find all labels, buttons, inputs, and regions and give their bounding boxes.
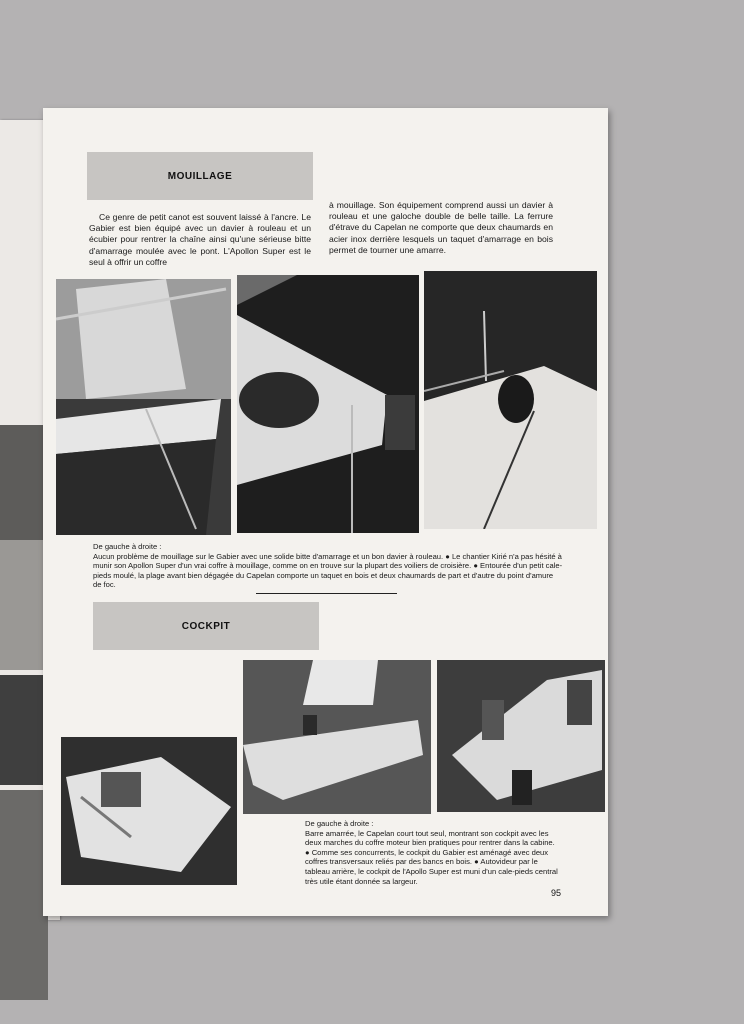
section-title-mouillage: MOUILLAGE	[87, 152, 313, 200]
mouillage-caption	[93, 542, 563, 590]
photo-gabier-cockpit	[61, 737, 237, 885]
caption-heading: De gauche à droite :	[93, 542, 162, 551]
mouillage-column-2: à mouillage. Son équipement comprend aussi un davier à rouleau et une galoche double de belle taille. La ferrure d'étrave du Capelan ne comporte que deux chaumards en acier inox derrière lesquels un taquet d'amarrage en bois permet de tourner une amarre.	[329, 200, 553, 255]
photo-capelan-foredeck	[424, 271, 597, 529]
caption-text: Barre amarrée, le Capelan court tout seul, montrant son cockpit avec les deux marches du coffre moteur bien pratiques pour rentrer dans la cabine. ● Comme ses concurrents, le cockpit du Gabier est aménagé avec deux coffres transversaux reliés par des bancs en bois. ● Autovideur par le tableau arrière, le cockpit de l'Apollo Super est muni d'un cale-pieds central très utile étant donnée sa largeur.	[305, 828, 558, 886]
mouillage-column-1: Ce genre de petit canot est souvent laissé à l'ancre. Le Gabier est bien équipé avec un davier à rouleau et un écubier pour rentrer la chaîne ainsi qu'une sérieuse bitte d'amarrage moulée avec le pont. L'Apollon Super est le seul à offrir un coffre	[89, 212, 311, 267]
cockpit-caption	[305, 819, 561, 886]
section-divider	[256, 593, 397, 594]
photo-gabier-bow	[56, 279, 231, 535]
photo-apollon-anchor-locker	[237, 275, 419, 533]
caption-text: Aucun problème de mouillage sur le Gabier avec une solide bitte d'amarrage et un bon davier à rouleau. ● Le chantier Kirié n'a pas hésité à munir son Apollon Super d'un vrai coffre à mouillage, comme on en trouve sur la plupart des voiliers de croisière. ● Entourée d'un petit cale-pieds moulé, la plage avant bien dégagée du Capelan comporte un taquet en bois et deux chaumards de part et d'autre du point d'amure de foc.	[93, 551, 563, 590]
magazine-page	[43, 108, 608, 916]
page-number: 95	[551, 888, 562, 898]
section-title-cockpit: COCKPIT	[93, 602, 319, 650]
photo-capelan-sailing	[243, 660, 431, 814]
photo-apollon-cockpit	[437, 660, 605, 812]
caption-heading: De gauche à droite :	[305, 819, 374, 828]
